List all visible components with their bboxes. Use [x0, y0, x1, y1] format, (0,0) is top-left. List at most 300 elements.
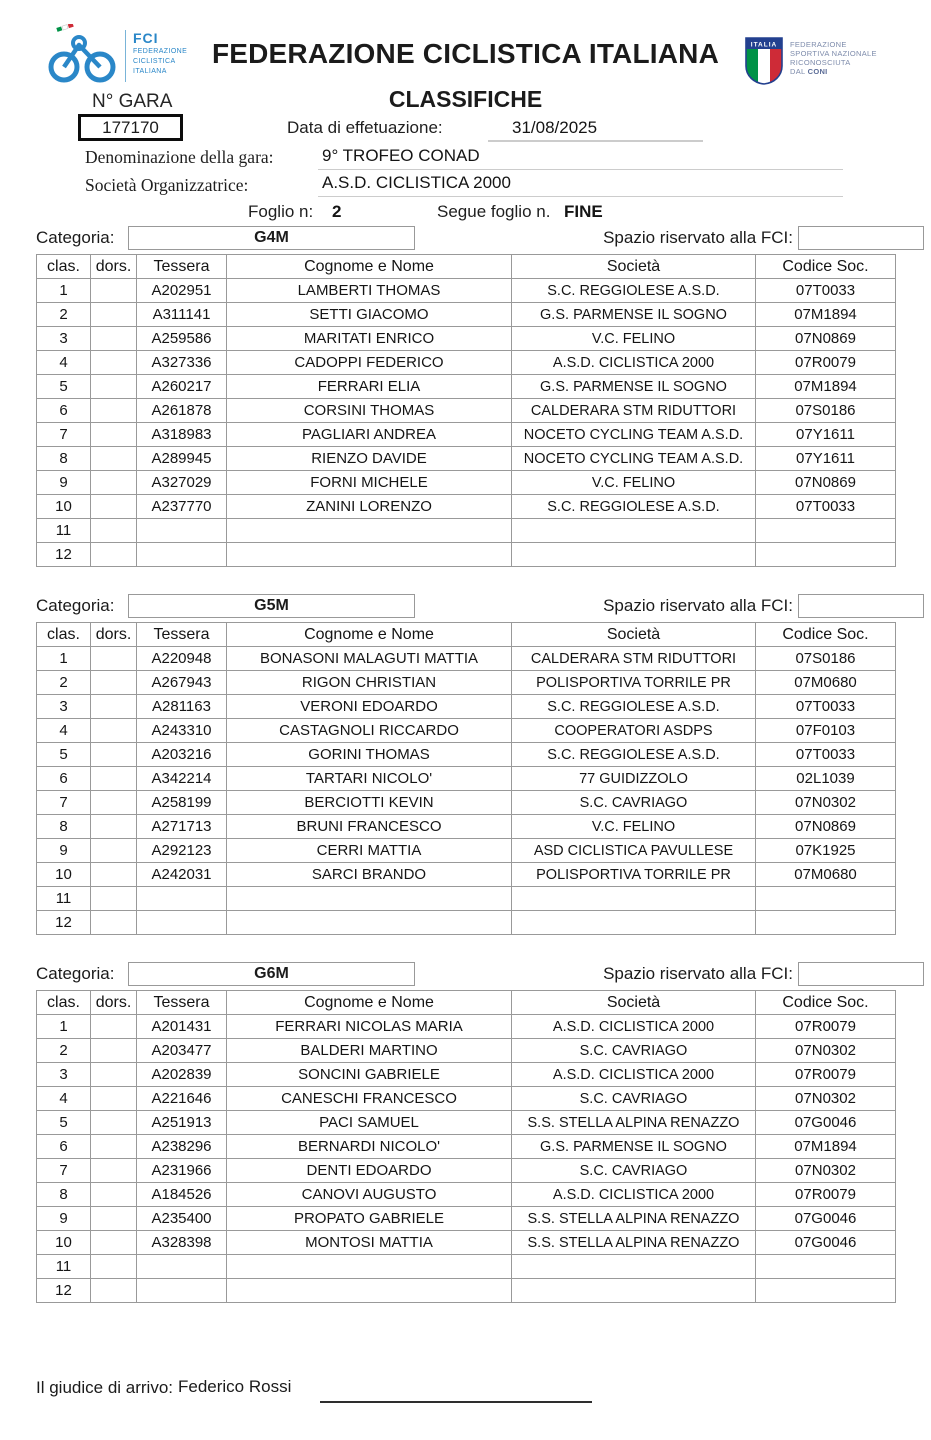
- table-cell: [91, 1087, 137, 1111]
- table-cell: A251913: [137, 1111, 227, 1135]
- results-table: [36, 622, 896, 935]
- table-cell: [756, 911, 896, 935]
- table-cell: BALDERI MARTINO: [227, 1039, 512, 1063]
- fci-text-line: FEDERAZIONE: [133, 48, 188, 55]
- table-cell: [91, 399, 137, 423]
- table-cell: A235400: [137, 1207, 227, 1231]
- table-cell: A267943: [137, 671, 227, 695]
- table-cell: [91, 471, 137, 495]
- table-cell: DENTI EDOARDO: [227, 1159, 512, 1183]
- table-cell: S.S. STELLA ALPINA RENAZZO: [512, 1207, 756, 1231]
- table-cell: [512, 543, 756, 567]
- table-cell: 3: [37, 695, 91, 719]
- table-row: [37, 1111, 896, 1135]
- page-title: FEDERAZIONE CICLISTICA ITALIANA: [211, 38, 720, 69]
- next-sheet-label: Segue foglio n.: [437, 202, 551, 221]
- table-cell: 07S0186: [756, 399, 896, 423]
- table-cell: SETTI GIACOMO: [227, 303, 512, 327]
- table-cell: SARCI BRANDO: [227, 863, 512, 887]
- table-cell: A202951: [137, 279, 227, 303]
- table-cell: [91, 1039, 137, 1063]
- table-cell: A260217: [137, 375, 227, 399]
- table-cell: 7: [37, 1159, 91, 1183]
- table-row: [37, 1183, 896, 1207]
- table-cell: RIENZO DAVIDE: [227, 447, 512, 471]
- table-cell: [91, 647, 137, 671]
- category-row-spacer: [415, 962, 603, 986]
- fci-acronym: FCI: [133, 30, 159, 46]
- table-cell: S.S. STELLA ALPINA RENAZZO: [512, 1111, 756, 1135]
- fci-text-line: ITALIANA: [133, 68, 167, 75]
- tables-area: [36, 226, 895, 1330]
- table-cell: 07N0302: [756, 1039, 896, 1063]
- table-cell: A259586: [137, 327, 227, 351]
- table-cell: CALDERARA STM RIDUTTORI: [512, 647, 756, 671]
- coni-text-line: RICONOSCIUTA: [790, 58, 851, 67]
- table-cell: 07N0302: [756, 791, 896, 815]
- table-cell: NOCETO CYCLING TEAM A.S.D.: [512, 447, 756, 471]
- organizer-value: A.S.D. CICLISTICA 2000: [322, 173, 511, 192]
- gara-number-label: N° GARA: [92, 91, 173, 112]
- table-cell: [756, 887, 896, 911]
- column-header: Codice Soc.: [756, 255, 896, 279]
- table-cell: [91, 495, 137, 519]
- table-cell: 07T0033: [756, 279, 896, 303]
- table-cell: [91, 1159, 137, 1183]
- column-header: Tessera: [137, 255, 227, 279]
- table-cell: 7: [37, 423, 91, 447]
- table-cell: TARTARI NICOLO': [227, 767, 512, 791]
- table-cell: S.C. REGGIOLESE A.S.D.: [512, 695, 756, 719]
- table-cell: MONTOSI MATTIA: [227, 1231, 512, 1255]
- table-cell: A202839: [137, 1063, 227, 1087]
- table-cell: PAGLIARI ANDREA: [227, 423, 512, 447]
- table-cell: [227, 887, 512, 911]
- column-header: Società: [512, 991, 756, 1015]
- category-value: G4M: [128, 226, 415, 250]
- table-cell: 07Y1611: [756, 423, 896, 447]
- table-cell: 07S0186: [756, 647, 896, 671]
- coni-text-line: SPORTIVA NAZIONALE: [790, 49, 877, 58]
- table-cell: 10: [37, 1231, 91, 1255]
- table-row: [37, 743, 896, 767]
- fci-space-label: Spazio riservato alla FCI:: [603, 228, 793, 247]
- table-cell: LAMBERTI THOMAS: [227, 279, 512, 303]
- table-cell: RIGON CHRISTIAN: [227, 671, 512, 695]
- organizer-underline: [318, 196, 843, 197]
- table-cell: A231966: [137, 1159, 227, 1183]
- table-cell: ZANINI LORENZO: [227, 495, 512, 519]
- table-row: [37, 399, 896, 423]
- category-value: G6M: [128, 962, 415, 986]
- column-header: Tessera: [137, 623, 227, 647]
- race-name-underline: [318, 169, 843, 170]
- coni-coni-label: CONI: [807, 67, 828, 76]
- table-cell: V.C. FELINO: [512, 471, 756, 495]
- table-cell: 07M1894: [756, 1135, 896, 1159]
- table-cell: A203216: [137, 743, 227, 767]
- table-cell: 1: [37, 1015, 91, 1039]
- table-row: [37, 791, 896, 815]
- table-cell: [91, 695, 137, 719]
- table-row: [37, 719, 896, 743]
- table-row: [37, 1087, 896, 1111]
- table-cell: BERCIOTTI KEVIN: [227, 791, 512, 815]
- table-cell: [512, 519, 756, 543]
- table-cell: 8: [37, 447, 91, 471]
- table-cell: MARITATI ENRICO: [227, 327, 512, 351]
- table-cell: 8: [37, 815, 91, 839]
- table-row: [37, 519, 896, 543]
- table-cell: 1: [37, 279, 91, 303]
- table-row: [37, 887, 896, 911]
- table-cell: [512, 887, 756, 911]
- race-name-label: Denominazione della gara:: [85, 147, 274, 167]
- table-cell: 02L1039: [756, 767, 896, 791]
- table-cell: A.S.D. CICLISTICA 2000: [512, 1183, 756, 1207]
- table-cell: S.C. CAVRIAGO: [512, 791, 756, 815]
- table-cell: [91, 1279, 137, 1303]
- table-cell: A242031: [137, 863, 227, 887]
- next-sheet-value: FINE: [564, 202, 603, 221]
- table-cell: [137, 519, 227, 543]
- table-cell: [512, 911, 756, 935]
- fci-space-box: [798, 594, 924, 618]
- table-cell: A311141: [137, 303, 227, 327]
- column-header: Cognome e Nome: [227, 623, 512, 647]
- table-cell: 07T0033: [756, 695, 896, 719]
- table-row: [37, 471, 896, 495]
- table-cell: [512, 1279, 756, 1303]
- column-header: clas.: [37, 623, 91, 647]
- table-cell: 10: [37, 863, 91, 887]
- table-cell: [91, 351, 137, 375]
- table-cell: S.C. REGGIOLESE A.S.D.: [512, 495, 756, 519]
- table-cell: 2: [37, 303, 91, 327]
- table-cell: 9: [37, 471, 91, 495]
- table-cell: CERRI MATTIA: [227, 839, 512, 863]
- table-cell: 07M1894: [756, 375, 896, 399]
- category-value: G5M: [128, 594, 415, 618]
- results-table: [36, 990, 896, 1303]
- table-cell: POLISPORTIVA TORRILE PR: [512, 671, 756, 695]
- category-row: [36, 226, 895, 250]
- table-cell: CANESCHI FRANCESCO: [227, 1087, 512, 1111]
- table-cell: A.S.D. CICLISTICA 2000: [512, 1015, 756, 1039]
- table-row: [37, 447, 896, 471]
- table-cell: [91, 375, 137, 399]
- column-header: Società: [512, 255, 756, 279]
- table-cell: 07R0079: [756, 1183, 896, 1207]
- table-cell: A292123: [137, 839, 227, 863]
- gara-number-box: 177170: [78, 114, 183, 141]
- race-name-value: 9° TROFEO CONAD: [322, 146, 480, 165]
- category-row: [36, 594, 895, 618]
- table-cell: [512, 1255, 756, 1279]
- table-cell: A281163: [137, 695, 227, 719]
- table-cell: A342214: [137, 767, 227, 791]
- column-header: dors.: [91, 623, 137, 647]
- table-cell: V.C. FELINO: [512, 815, 756, 839]
- fci-space-label: Spazio riservato alla FCI:: [603, 596, 793, 615]
- category-row: [36, 962, 895, 986]
- table-cell: 4: [37, 351, 91, 375]
- table-cell: FORNI MICHELE: [227, 471, 512, 495]
- table-row: [37, 671, 896, 695]
- column-header: Codice Soc.: [756, 991, 896, 1015]
- table-cell: PROPATO GABRIELE: [227, 1207, 512, 1231]
- judge-name: Federico Rossi: [178, 1377, 292, 1396]
- table-cell: 4: [37, 1087, 91, 1111]
- coni-shield-label: ITALIA: [750, 41, 778, 49]
- table-header-row: [37, 623, 896, 647]
- table-cell: [91, 671, 137, 695]
- table-cell: [227, 1279, 512, 1303]
- coni-text-line: FEDERAZIONE: [790, 40, 847, 49]
- fci-text-line: CICLISTICA: [133, 58, 176, 65]
- date-underline: [488, 140, 703, 142]
- table-cell: 07R0079: [756, 351, 896, 375]
- table-row: [37, 351, 896, 375]
- table-cell: S.C. REGGIOLESE A.S.D.: [512, 743, 756, 767]
- table-cell: [91, 887, 137, 911]
- table-row: [37, 695, 896, 719]
- table-cell: VERONI EDOARDO: [227, 695, 512, 719]
- table-cell: 07N0869: [756, 815, 896, 839]
- table-cell: 07M1894: [756, 303, 896, 327]
- table-cell: 07N0302: [756, 1159, 896, 1183]
- table-cell: 07N0869: [756, 327, 896, 351]
- table-row: [37, 911, 896, 935]
- table-cell: A220948: [137, 647, 227, 671]
- table-cell: [756, 543, 896, 567]
- table-row: [37, 279, 896, 303]
- table-row: [37, 1255, 896, 1279]
- table-cell: 07T0033: [756, 495, 896, 519]
- fci-space-label: Spazio riservato alla FCI:: [603, 964, 793, 983]
- table-cell: 07F0103: [756, 719, 896, 743]
- table-cell: [91, 863, 137, 887]
- table-cell: CALDERARA STM RIDUTTORI: [512, 399, 756, 423]
- table-cell: A.S.D. CICLISTICA 2000: [512, 351, 756, 375]
- table-cell: [137, 911, 227, 935]
- table-cell: A.S.D. CICLISTICA 2000: [512, 1063, 756, 1087]
- table-cell: A289945: [137, 447, 227, 471]
- table-cell: A201431: [137, 1015, 227, 1039]
- table-cell: [91, 767, 137, 791]
- table-cell: [91, 1255, 137, 1279]
- table-row: [37, 495, 896, 519]
- table-cell: 07G0046: [756, 1207, 896, 1231]
- table-cell: 4: [37, 719, 91, 743]
- table-cell: FERRARI ELIA: [227, 375, 512, 399]
- table-row: [37, 1159, 896, 1183]
- table-cell: G.S. PARMENSE IL SOGNO: [512, 303, 756, 327]
- table-cell: 3: [37, 327, 91, 351]
- fci-space-box: [798, 962, 924, 986]
- table-cell: 10: [37, 495, 91, 519]
- table-cell: FERRARI NICOLAS MARIA: [227, 1015, 512, 1039]
- table-row: [37, 303, 896, 327]
- table-cell: COOPERATORI ASDPS: [512, 719, 756, 743]
- table-cell: [756, 1255, 896, 1279]
- table-cell: [137, 543, 227, 567]
- category-label: Categoria:: [36, 228, 115, 247]
- table-cell: A327336: [137, 351, 227, 375]
- table-cell: A221646: [137, 1087, 227, 1111]
- table-cell: 3: [37, 1063, 91, 1087]
- table-cell: [91, 279, 137, 303]
- table-cell: 07T0033: [756, 743, 896, 767]
- column-header: Cognome e Nome: [227, 991, 512, 1015]
- column-header: Cognome e Nome: [227, 255, 512, 279]
- table-cell: 12: [37, 911, 91, 935]
- table-cell: [91, 447, 137, 471]
- table-cell: [756, 519, 896, 543]
- table-cell: [91, 1231, 137, 1255]
- table-cell: CANOVI AUGUSTO: [227, 1183, 512, 1207]
- table-cell: S.C. CAVRIAGO: [512, 1039, 756, 1063]
- table-row: [37, 1231, 896, 1255]
- table-cell: G.S. PARMENSE IL SOGNO: [512, 375, 756, 399]
- table-cell: 1: [37, 647, 91, 671]
- column-header: Società: [512, 623, 756, 647]
- column-header: Codice Soc.: [756, 623, 896, 647]
- date-label: Data di effetuazione:: [287, 118, 443, 137]
- table-cell: 5: [37, 1111, 91, 1135]
- table-cell: [91, 423, 137, 447]
- table-cell: [91, 815, 137, 839]
- table-cell: A327029: [137, 471, 227, 495]
- table-row: [37, 423, 896, 447]
- table-cell: 07M0680: [756, 671, 896, 695]
- table-cell: A258199: [137, 791, 227, 815]
- table-cell: A328398: [137, 1231, 227, 1255]
- table-row: [37, 1015, 896, 1039]
- table-cell: GORINI THOMAS: [227, 743, 512, 767]
- sheet-label: Foglio n:: [248, 202, 314, 221]
- table-row: [37, 1135, 896, 1159]
- table-cell: [91, 1207, 137, 1231]
- table-cell: 5: [37, 743, 91, 767]
- table-cell: CADOPPI FEDERICO: [227, 351, 512, 375]
- table-cell: [91, 911, 137, 935]
- category-row-spacer: [415, 594, 603, 618]
- table-cell: CORSINI THOMAS: [227, 399, 512, 423]
- table-cell: 9: [37, 1207, 91, 1231]
- category-section-g6m: [36, 962, 895, 1303]
- table-cell: [137, 1255, 227, 1279]
- table-row: [37, 647, 896, 671]
- table-cell: S.C. REGGIOLESE A.S.D.: [512, 279, 756, 303]
- column-header: dors.: [91, 255, 137, 279]
- table-cell: G.S. PARMENSE IL SOGNO: [512, 1135, 756, 1159]
- sheet-value: 2: [332, 202, 342, 221]
- table-cell: 07R0079: [756, 1063, 896, 1087]
- table-cell: BRUNI FRANCESCO: [227, 815, 512, 839]
- table-cell: POLISPORTIVA TORRILE PR: [512, 863, 756, 887]
- category-row-spacer: [415, 226, 603, 250]
- table-cell: [91, 1015, 137, 1039]
- table-cell: [91, 791, 137, 815]
- table-cell: 11: [37, 887, 91, 911]
- table-row: [37, 1063, 896, 1087]
- table-cell: PACI SAMUEL: [227, 1111, 512, 1135]
- table-cell: [91, 1183, 137, 1207]
- table-cell: 5: [37, 375, 91, 399]
- table-cell: 07N0302: [756, 1087, 896, 1111]
- table-cell: 07G0046: [756, 1231, 896, 1255]
- table-cell: [227, 543, 512, 567]
- category-section-g4m: [36, 226, 895, 567]
- table-cell: 2: [37, 671, 91, 695]
- table-row: [37, 327, 896, 351]
- table-row: [37, 839, 896, 863]
- table-cell: 07N0869: [756, 471, 896, 495]
- category-label: Categoria:: [36, 964, 115, 983]
- table-cell: [91, 519, 137, 543]
- organizer-label: Società Organizzatrice:: [85, 175, 249, 195]
- table-cell: [91, 1111, 137, 1135]
- table-cell: 77 GUIDIZZOLO: [512, 767, 756, 791]
- table-cell: [137, 887, 227, 911]
- table-cell: [91, 303, 137, 327]
- table-row: [37, 767, 896, 791]
- table-cell: 07R0079: [756, 1015, 896, 1039]
- table-cell: A318983: [137, 423, 227, 447]
- table-cell: 7: [37, 791, 91, 815]
- table-cell: [227, 1255, 512, 1279]
- judge-signature-line: [320, 1388, 592, 1403]
- table-cell: A243310: [137, 719, 227, 743]
- table-cell: 6: [37, 1135, 91, 1159]
- table-cell: 07Y1611: [756, 447, 896, 471]
- table-cell: V.C. FELINO: [512, 327, 756, 351]
- table-row: [37, 1207, 896, 1231]
- judge-label: Il giudice di arrivo:: [36, 1378, 174, 1397]
- category-section-g5m: [36, 594, 895, 935]
- table-cell: S.C. CAVRIAGO: [512, 1159, 756, 1183]
- table-header-row: [37, 991, 896, 1015]
- table-cell: [91, 1063, 137, 1087]
- date-value: 31/08/2025: [512, 118, 598, 137]
- table-cell: 8: [37, 1183, 91, 1207]
- table-cell: [756, 1279, 896, 1303]
- results-table: [36, 254, 896, 567]
- table-cell: A261878: [137, 399, 227, 423]
- table-cell: [137, 1279, 227, 1303]
- table-cell: A203477: [137, 1039, 227, 1063]
- table-cell: ASD CICLISTICA PAVULLESE: [512, 839, 756, 863]
- column-header: Tessera: [137, 991, 227, 1015]
- table-cell: [91, 743, 137, 767]
- table-cell: A184526: [137, 1183, 227, 1207]
- table-row: [37, 1039, 896, 1063]
- table-cell: 11: [37, 519, 91, 543]
- table-cell: 9: [37, 839, 91, 863]
- table-row: [37, 375, 896, 399]
- table-cell: 12: [37, 543, 91, 567]
- column-header: dors.: [91, 991, 137, 1015]
- table-cell: 07G0046: [756, 1111, 896, 1135]
- table-cell: 11: [37, 1255, 91, 1279]
- table-cell: [91, 543, 137, 567]
- table-cell: [91, 719, 137, 743]
- table-cell: 2: [37, 1039, 91, 1063]
- category-label: Categoria:: [36, 596, 115, 615]
- page-subtitle: CLASSIFICHE: [388, 86, 543, 112]
- table-cell: 07M0680: [756, 863, 896, 887]
